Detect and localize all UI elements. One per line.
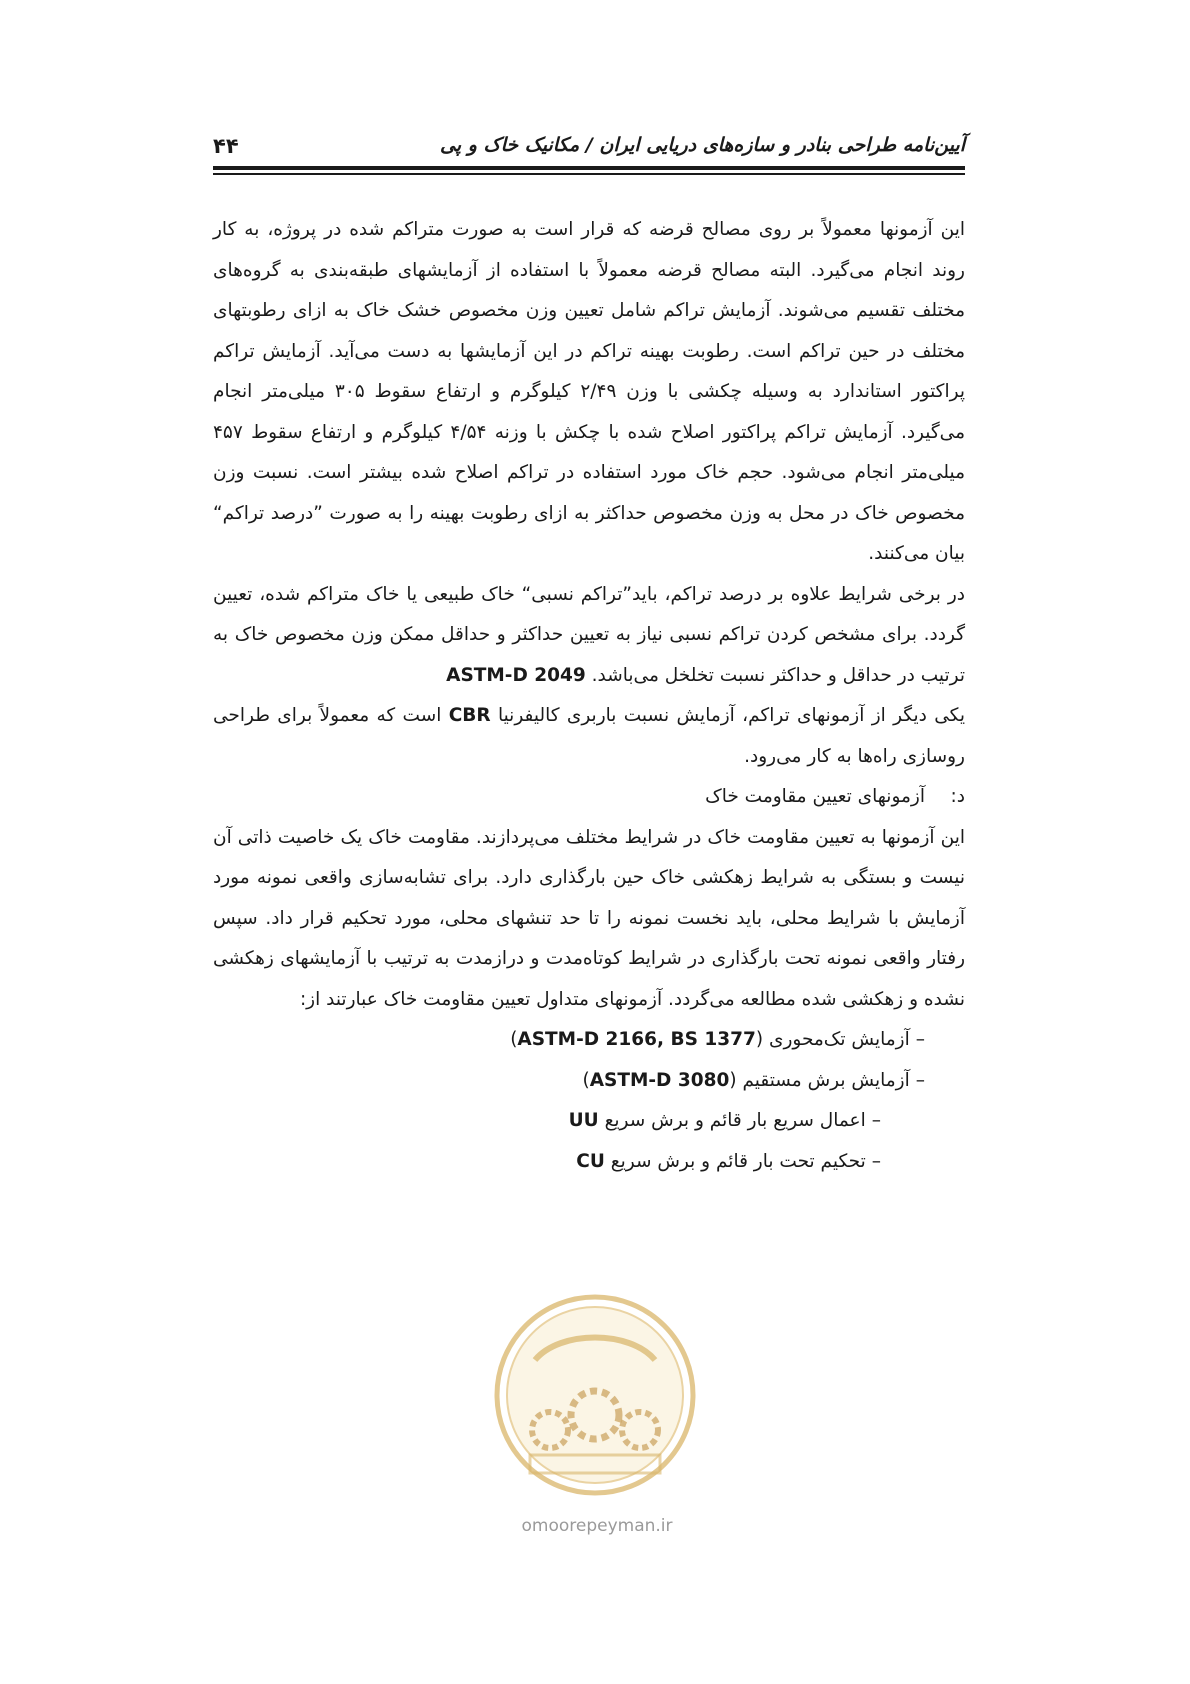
body-text: [213, 210, 965, 1182]
list-item: [213, 1142, 881, 1183]
running-title: آیین‌نامه طراحی بنادر و سازه‌های دریایی ایران / مکانیک خاک و پی: [440, 134, 965, 156]
section-title: آزمونهای تعیین مقاومت خاک: [705, 786, 925, 807]
list-item-ref: CU: [576, 1150, 605, 1172]
list-dash: –: [871, 1150, 881, 1172]
list-item: [213, 1061, 925, 1102]
cbr-term: CBR: [448, 705, 491, 726]
section-marker: د:: [950, 786, 965, 807]
list-item: [213, 1020, 925, 1061]
list-item-text: اعمال سریع بار قائم و برش سریع: [604, 1110, 866, 1131]
astm-reference: ASTM-D 2049: [446, 664, 586, 686]
page-header: [213, 126, 965, 176]
list-dash: –: [915, 1069, 925, 1091]
watermark-logo-icon: [490, 1290, 700, 1500]
list-dash: –: [871, 1110, 881, 1131]
paragraph-strength: این آزمونها به تعیین مقاومت خاک در شرایط مختلف می‌پردازند. مقاومت خاک یک خاصیت ذاتی آن نیست و بستگی به شرایط زهکشی خاک حین بارگذاری دارد. برای تشابه‌سازی واقعی نمونه مورد آزمایش با شرایط محلی، باید نخست نمونه را تا حد تنشهای محلی، مورد تحکیم قرار داد. سپس رفتار واقعی نمونه تحت بارگذاری در شرایط کوتاه‌مدت و درازمدت به ترتیب با آزمایشهای زهکشی نشده و زهکشی شده مطالعه می‌گردد. آزمونهای متداول تعیین مقاومت خاک عبارتند از:: [213, 826, 965, 1010]
list-item-ref: ASTM-D 2166, BS 1377: [517, 1029, 756, 1050]
paragraph-relative-density: [213, 575, 965, 697]
section-heading: [213, 777, 965, 818]
paragraph-compaction: این آزمونها معمولاً بر روی مصالح قرضه که قرار است به صورت متراکم شده در پروژه، به کار روند انجام می‌گیرد. البته مصالح قرضه معمولاً با استفاده از آزمایشهای طبقه‌بندی به گروه‌های مختلف تقسیم می‌شوند. آزمایش تراکم شامل تعیین وزن مخصوص خشک خاک به ازای رطوبتهای مختلف در حین تراکم است. رطوبت بهینه تراکم در این آزمایشها به دست می‌آید. آزمایش تراکم پراکتور استاندارد به وسیله چکشی با وزن ۲/۴۹ کیلوگرم و ارتفاع سقوط ۳۰۵ میلی‌متر انجام می‌گیرد. آزمایش تراکم پراکتور اصلاح شده با چکش با وزنه ۴/۵۴ کیلوگرم و ارتفاع سقوط ۴۵۷ میلی‌متر انجام می‌شود. حجم خاک مورد استفاده در تراکم اصلاح شده بیشتر است. نسبت وزن مخصوص خاک در محل به وزن مخصوص حداکثر به ازای رطوبت بهینه را به صورت ”درصد تراکم“ بیان می‌کنند.: [213, 219, 965, 564]
page-number: ۴۴: [213, 134, 239, 158]
list-item: [213, 1101, 881, 1142]
paragraph-relative-density-text: در برخی شرایط علاوه بر درصد تراکم، باید”تراکم نسبی“ خاک طبیعی یا خاک متراکم شده، تعیین گردد. برای مشخص کردن تراکم نسبی نیاز به تعیین حداکثر و حداقل ممکن وزن مخصوص خاک به ترتیب در حداقل و حداکثر نسبت تخلخل می‌باشد.: [213, 583, 965, 686]
cbr-text-before: یکی دیگر از آزمونهای تراکم، آزمایش نسبت باربری کالیفرنیا: [497, 705, 965, 726]
header-rule-thin: [213, 173, 965, 175]
list-item-close: ): [510, 1029, 518, 1050]
list-item-ref: ASTM-D 3080: [589, 1069, 730, 1091]
header-rule-thick: [213, 166, 965, 170]
list-item-text: تحکیم تحت بار قائم و برش سریع: [610, 1150, 866, 1172]
watermark-url: omoorepeyman.ir: [521, 1516, 673, 1536]
test-list: [213, 1020, 965, 1182]
list-item-close: ): [582, 1069, 590, 1091]
paragraph-cbr: [213, 696, 965, 777]
cbr-text-after: است که معمولاً برای طراحی روسازی راه‌ها به کار می‌رود.: [213, 705, 965, 767]
list-item-ref: UU: [568, 1110, 599, 1131]
list-item-text: آزمایش برش مستقیم (: [729, 1069, 910, 1091]
list-item-text: آزمایش تک‌محوری (: [755, 1029, 910, 1050]
list-dash: –: [915, 1029, 925, 1050]
